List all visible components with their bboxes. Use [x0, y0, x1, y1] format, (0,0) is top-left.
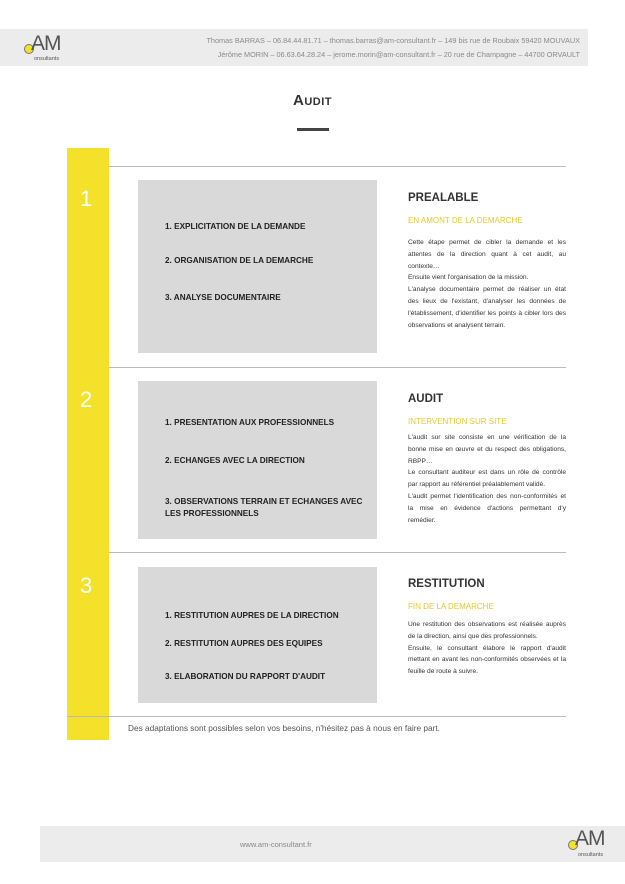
adaptation-note: Des adaptations sont possibles selon vos besoins, n'hésitez pas à nous en faire part.: [128, 723, 440, 733]
steps-box: [138, 180, 377, 353]
section-heading: RESTITUTION: [408, 578, 485, 590]
footer-bar: [40, 826, 625, 862]
step-item: 3. ANALYSE DOCUMENTAIRE: [165, 293, 281, 302]
section-description: [408, 578, 566, 678]
step-item: 3. OBSERVATIONS TERRAIN ET ECHANGES AVEC LES PROFESSIONNELS: [165, 497, 363, 518]
section-description: [408, 192, 566, 331]
logo-subtext: onsultants: [578, 852, 604, 858]
title-underline: [297, 128, 329, 131]
footer-logo: [568, 828, 618, 859]
section-heading: AUDIT: [408, 393, 444, 405]
divider: [67, 716, 566, 717]
steps-box: [138, 567, 377, 703]
section-heading: PREALABLE: [408, 192, 479, 204]
header-bar: [0, 29, 588, 66]
section-number: 2: [80, 387, 93, 412]
step-item: 1. EXPLICITATION DE LA DEMANDE: [165, 222, 306, 231]
step-item: 2. ECHANGES AVEC LA DIRECTION: [165, 456, 305, 465]
contact-line: Jérôme MORIN – 06.63.64.28.24 – jerome.morin@am-consultant.fr – 20 rue de Champagne – 44700 ORVAULT: [217, 50, 580, 59]
steps-box: [138, 381, 377, 539]
step-item: 2. ORGANISATION DE LA DEMARCHE: [165, 256, 314, 265]
section-subheading: EN AMONT DE LA DEMARCHE: [408, 216, 523, 225]
section-subheading: INTERVENTION SUR SITE: [408, 417, 507, 426]
website-link[interactable]: www.am-consultant.fr: [240, 840, 312, 849]
step-item: 1. PRESENTATION AUX PROFESSIONNELS: [165, 418, 335, 427]
section-text: Cette étape permet de cibler la demande et les attentes de la direction quant à cet audit, au contexte… Ensuite vient l'organisation de la mission. L'analyse documentaire permet de réaliser un état des lieux de l'existant, d'analyser les données de l'établissement, d'identifier les points à cibler lors des observations et analysent terrain.: [408, 239, 566, 329]
logo-subtext: onsultants: [34, 56, 60, 62]
logo: [24, 33, 74, 63]
contact-line: Thomas BARRAS – 06.84.44.81.71 – thomas.barras@am-consultant.fr – 149 bis rue de Roubaix 59420 MOUVAUX: [206, 36, 580, 45]
section-text: Une restitution des observations est réalisée auprès de la direction, ainsi que des professionnels. Ensuite, le consultant élabore le rapport d'audit mettant en avant les non-conformités observées et la feuille de route à suivre.: [408, 621, 566, 676]
contact-info: [206, 34, 580, 62]
divider: [109, 166, 566, 167]
section-subheading: FIN DE LA DEMARCHE: [408, 602, 494, 611]
page-title: Audit: [293, 92, 332, 109]
yellow-sidebar: [67, 148, 109, 740]
divider: [109, 552, 566, 553]
divider: [109, 367, 566, 368]
logo-text: AM: [575, 827, 605, 850]
step-item: 3. ELABORATION DU RAPPORT D'AUDIT: [165, 672, 326, 681]
section-description: [408, 393, 566, 526]
section-number: 1: [80, 186, 93, 211]
section-number: 3: [80, 573, 93, 598]
section-text: L'audit sur site consiste en une vérification de la bonne mise en œuvre et du respect des obligations, RBPP… Le consultant auditeur est dans un rôle de contrôle par rapport au référentiel préalablement validé. L'audit permet l'identification des non-conformités et la mise en évidence d'actions permettant d'y remédier.: [408, 434, 566, 524]
logo-text: AM: [31, 32, 61, 55]
step-item: 2. RESTITUTION AUPRES DES EQUIPES: [165, 639, 323, 648]
step-item: 1. RESTITUTION AUPRES DE LA DIRECTION: [165, 611, 339, 620]
